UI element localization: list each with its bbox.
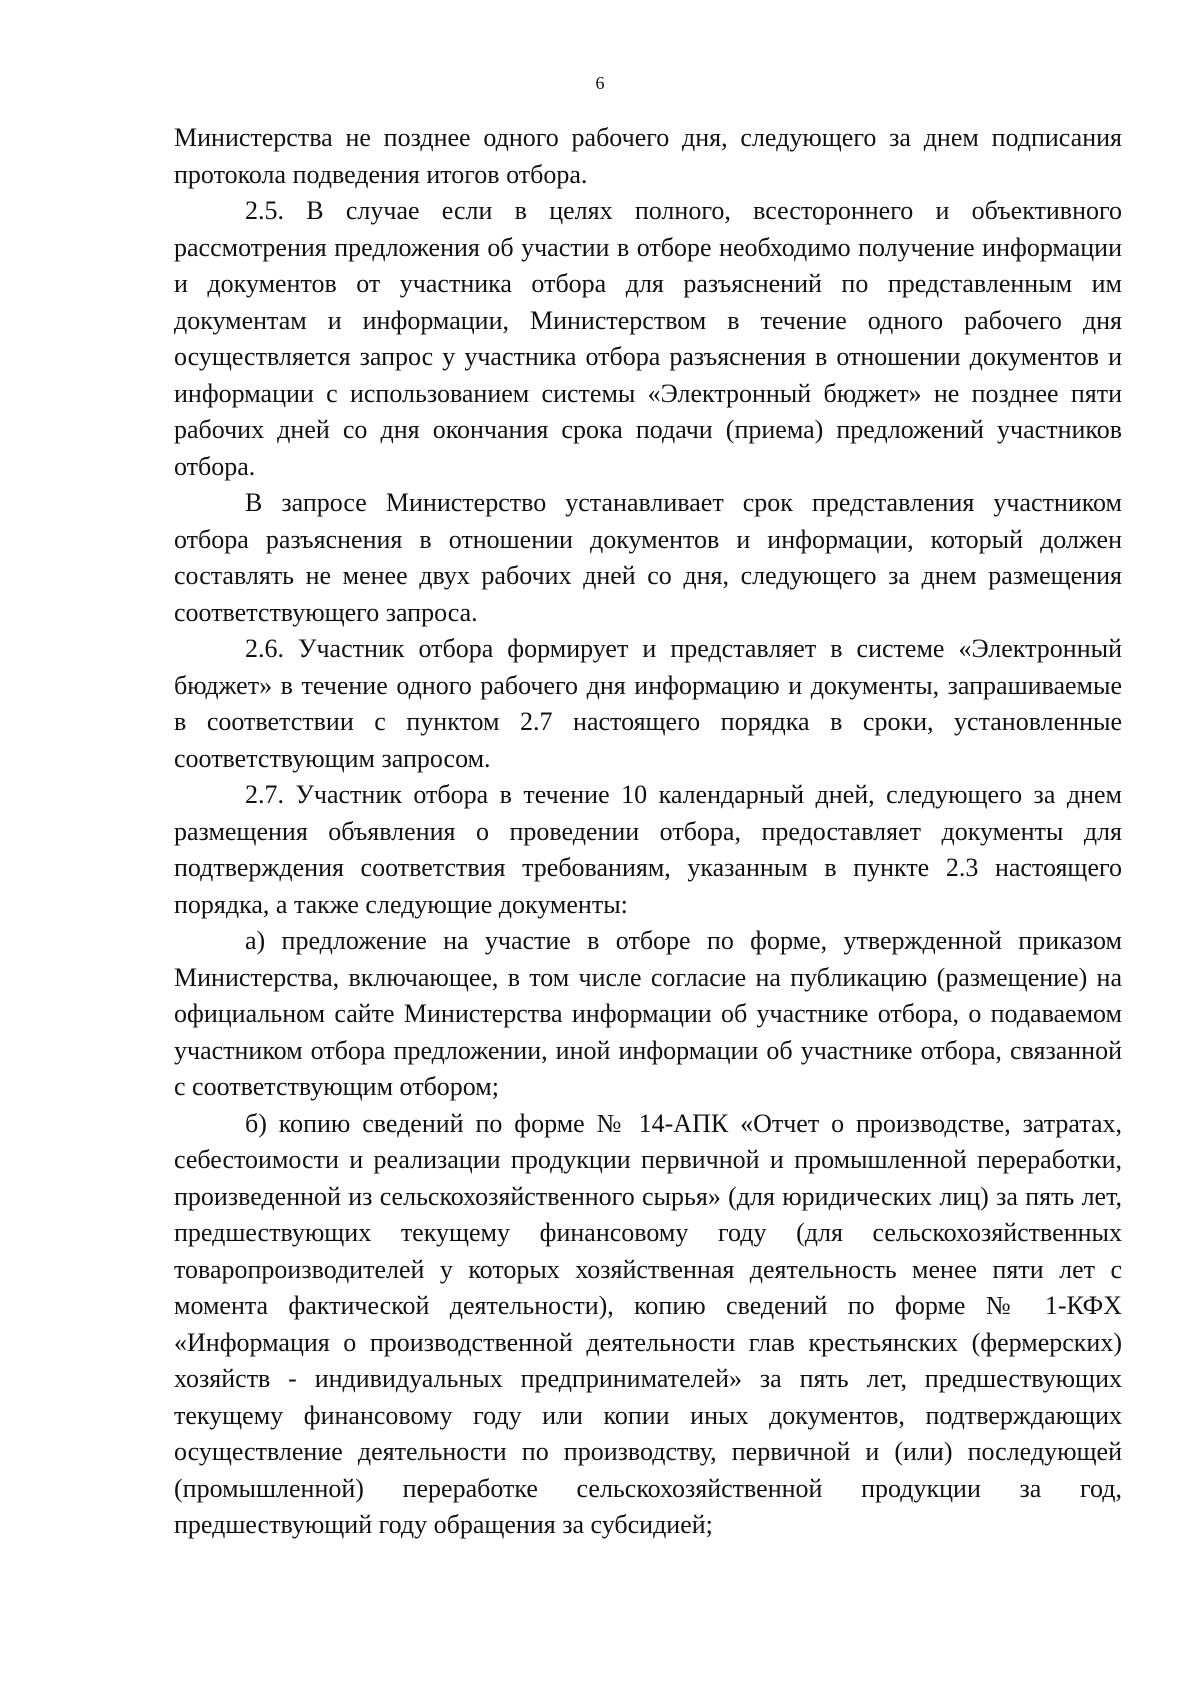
paragraph-2-6: 2.6. Участник отбора формирует и представляет в системе «Электронный бюджет» в течение одного рабочего дня информацию и документы, запрашиваемые в соответствии с пунктом 2.7 настоящего порядка в сроки, установленные соответствующим запросом. [174,634,1122,773]
paragraph-item-b: б) копию сведений по форме № 14-АПК «Отчет о производстве, затратах, себестоимости и реализации продукции первичной и промышленной переработки, произведенной из сельскохозяйственного сырья» (для юридических лиц) за пять лет, предшествующих текущему финансовому году (для сельскохозяйственных товаропроизводителей у которых хозяйственная деятельность менее пяти лет с момента фактической деятельности), копию сведений по форме № 1-КФХ «Информация о производственной деятельности глав крестьянских (фермерских) хозяйств - индивидуальных предпринимателей» за пять лет, предшествующих текущему финансовому году или копии иных документов, подтверждающих осуществление деятельности по производству, первичной и (или) последующей (промышленной) переработке сельскохозяйственной продукции за год, предшествующий году обращения за субсидией; [174,1108,1122,1539]
paragraph-item-a: а) предложение на участие в отборе по форме, утвержденной приказом Министерства, включающее, в том числе согласие на публикацию (размещение) на официальном сайте Министерства информации об участнике отбора, о подаваемом участником отбора предложении, иной информации об участнике отбора, связанной с соответствующим отбором; [174,926,1122,1101]
paragraph-continuation: Министерства не позднее одного рабочего дня, следующего за днем подписания протокола подведения итогов отбора. [174,123,1122,189]
paragraph-request-deadline: В запросе Министерство устанавливает срок представления участником отбора разъяснения в отношении документов и информации, который должен составлять не менее двух рабочих дней со дня, следующего за днем размещения соответствующего запроса. [174,488,1122,627]
paragraph-2-5: 2.5. В случае если в целях полного, всестороннего и объективного рассмотрения предложения об участии в отборе необходимо получение информации и документов от участника отбора для разъяснений по представленным им документам и информации, Министерством в течение одного рабочего дня осуществляется запрос у участника отбора разъяснения в отношении документов и информации с использованием системы «Электронный бюджет» не позднее пяти рабочих дней со дня окончания срока подачи (приема) предложений участников отбора. [174,196,1122,481]
paragraph-2-7: 2.7. Участник отбора в течение 10 календарный дней, следующего за днем размещения объявления о проведении отбора, предоставляет документы для подтверждения соответствия требованиям, указанным в пункте 2.3 настоящего порядка, а также следующие документы: [174,780,1122,919]
document-body [174,120,1122,1544]
page-number: 6 [595,73,605,93]
